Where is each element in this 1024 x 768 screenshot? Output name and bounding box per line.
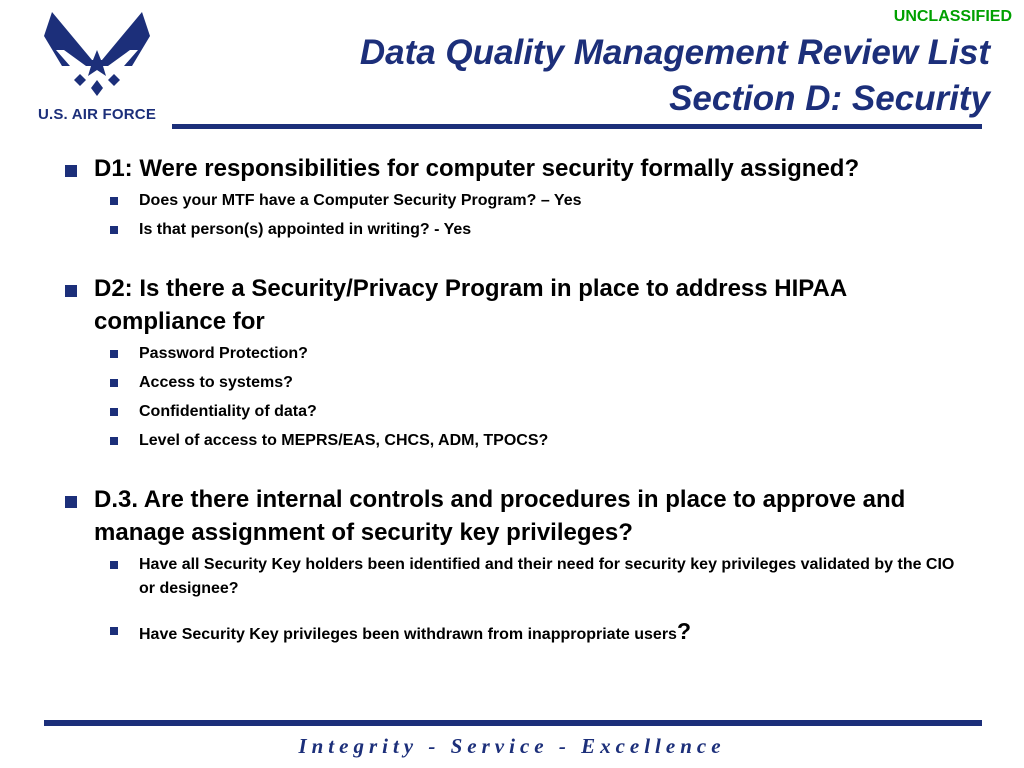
question-d1 [62, 152, 972, 242]
title-line-1: Data Quality Management Review List [359, 33, 990, 72]
sub-item [108, 619, 972, 647]
footer-divider [44, 720, 982, 726]
question-text: D.3. Are there internal controls and procedures in place to approve and manage assignment of security key privileges? [62, 483, 972, 549]
sub-item: Is that person(s) appointed in writing? - Yes [108, 218, 972, 242]
sub-item: Access to systems? [108, 371, 972, 395]
sub-item: Does your MTF have a Computer Security Program? – Yes [108, 189, 972, 213]
title-line-2: Section D: Security [669, 79, 990, 118]
footer-motto: Integrity - Service - Excellence [298, 734, 726, 758]
question-d2 [62, 272, 972, 453]
sub-item: Have all Security Key holders been identified and their need for security key privileges validated by the CIO or designee? [108, 553, 972, 601]
sub-item: Confidentiality of data? [108, 400, 972, 424]
header-divider [172, 124, 982, 129]
question-mark: ? [676, 618, 692, 644]
classification-label: UNCLASSIFIED [893, 8, 1012, 25]
question-text: D1: Were responsibilities for computer security formally assigned? [62, 152, 972, 185]
air-force-wings-icon [22, 10, 172, 106]
logo-text: U.S. AIR FORCE [37, 106, 157, 123]
air-force-logo [22, 10, 172, 122]
sub-item: Level of access to MEPRS/EAS, CHCS, ADM, TPOCS? [108, 429, 972, 453]
question-list [62, 152, 972, 677]
slide-title [360, 30, 990, 122]
sub-item: Password Protection? [108, 342, 972, 366]
question-d3 [62, 483, 972, 647]
question-text: D2: Is there a Security/Privacy Program in place to address HIPAA compliance for [62, 272, 972, 338]
sub-item-text: Have Security Key privileges been withdrawn from inappropriate users [139, 626, 677, 643]
